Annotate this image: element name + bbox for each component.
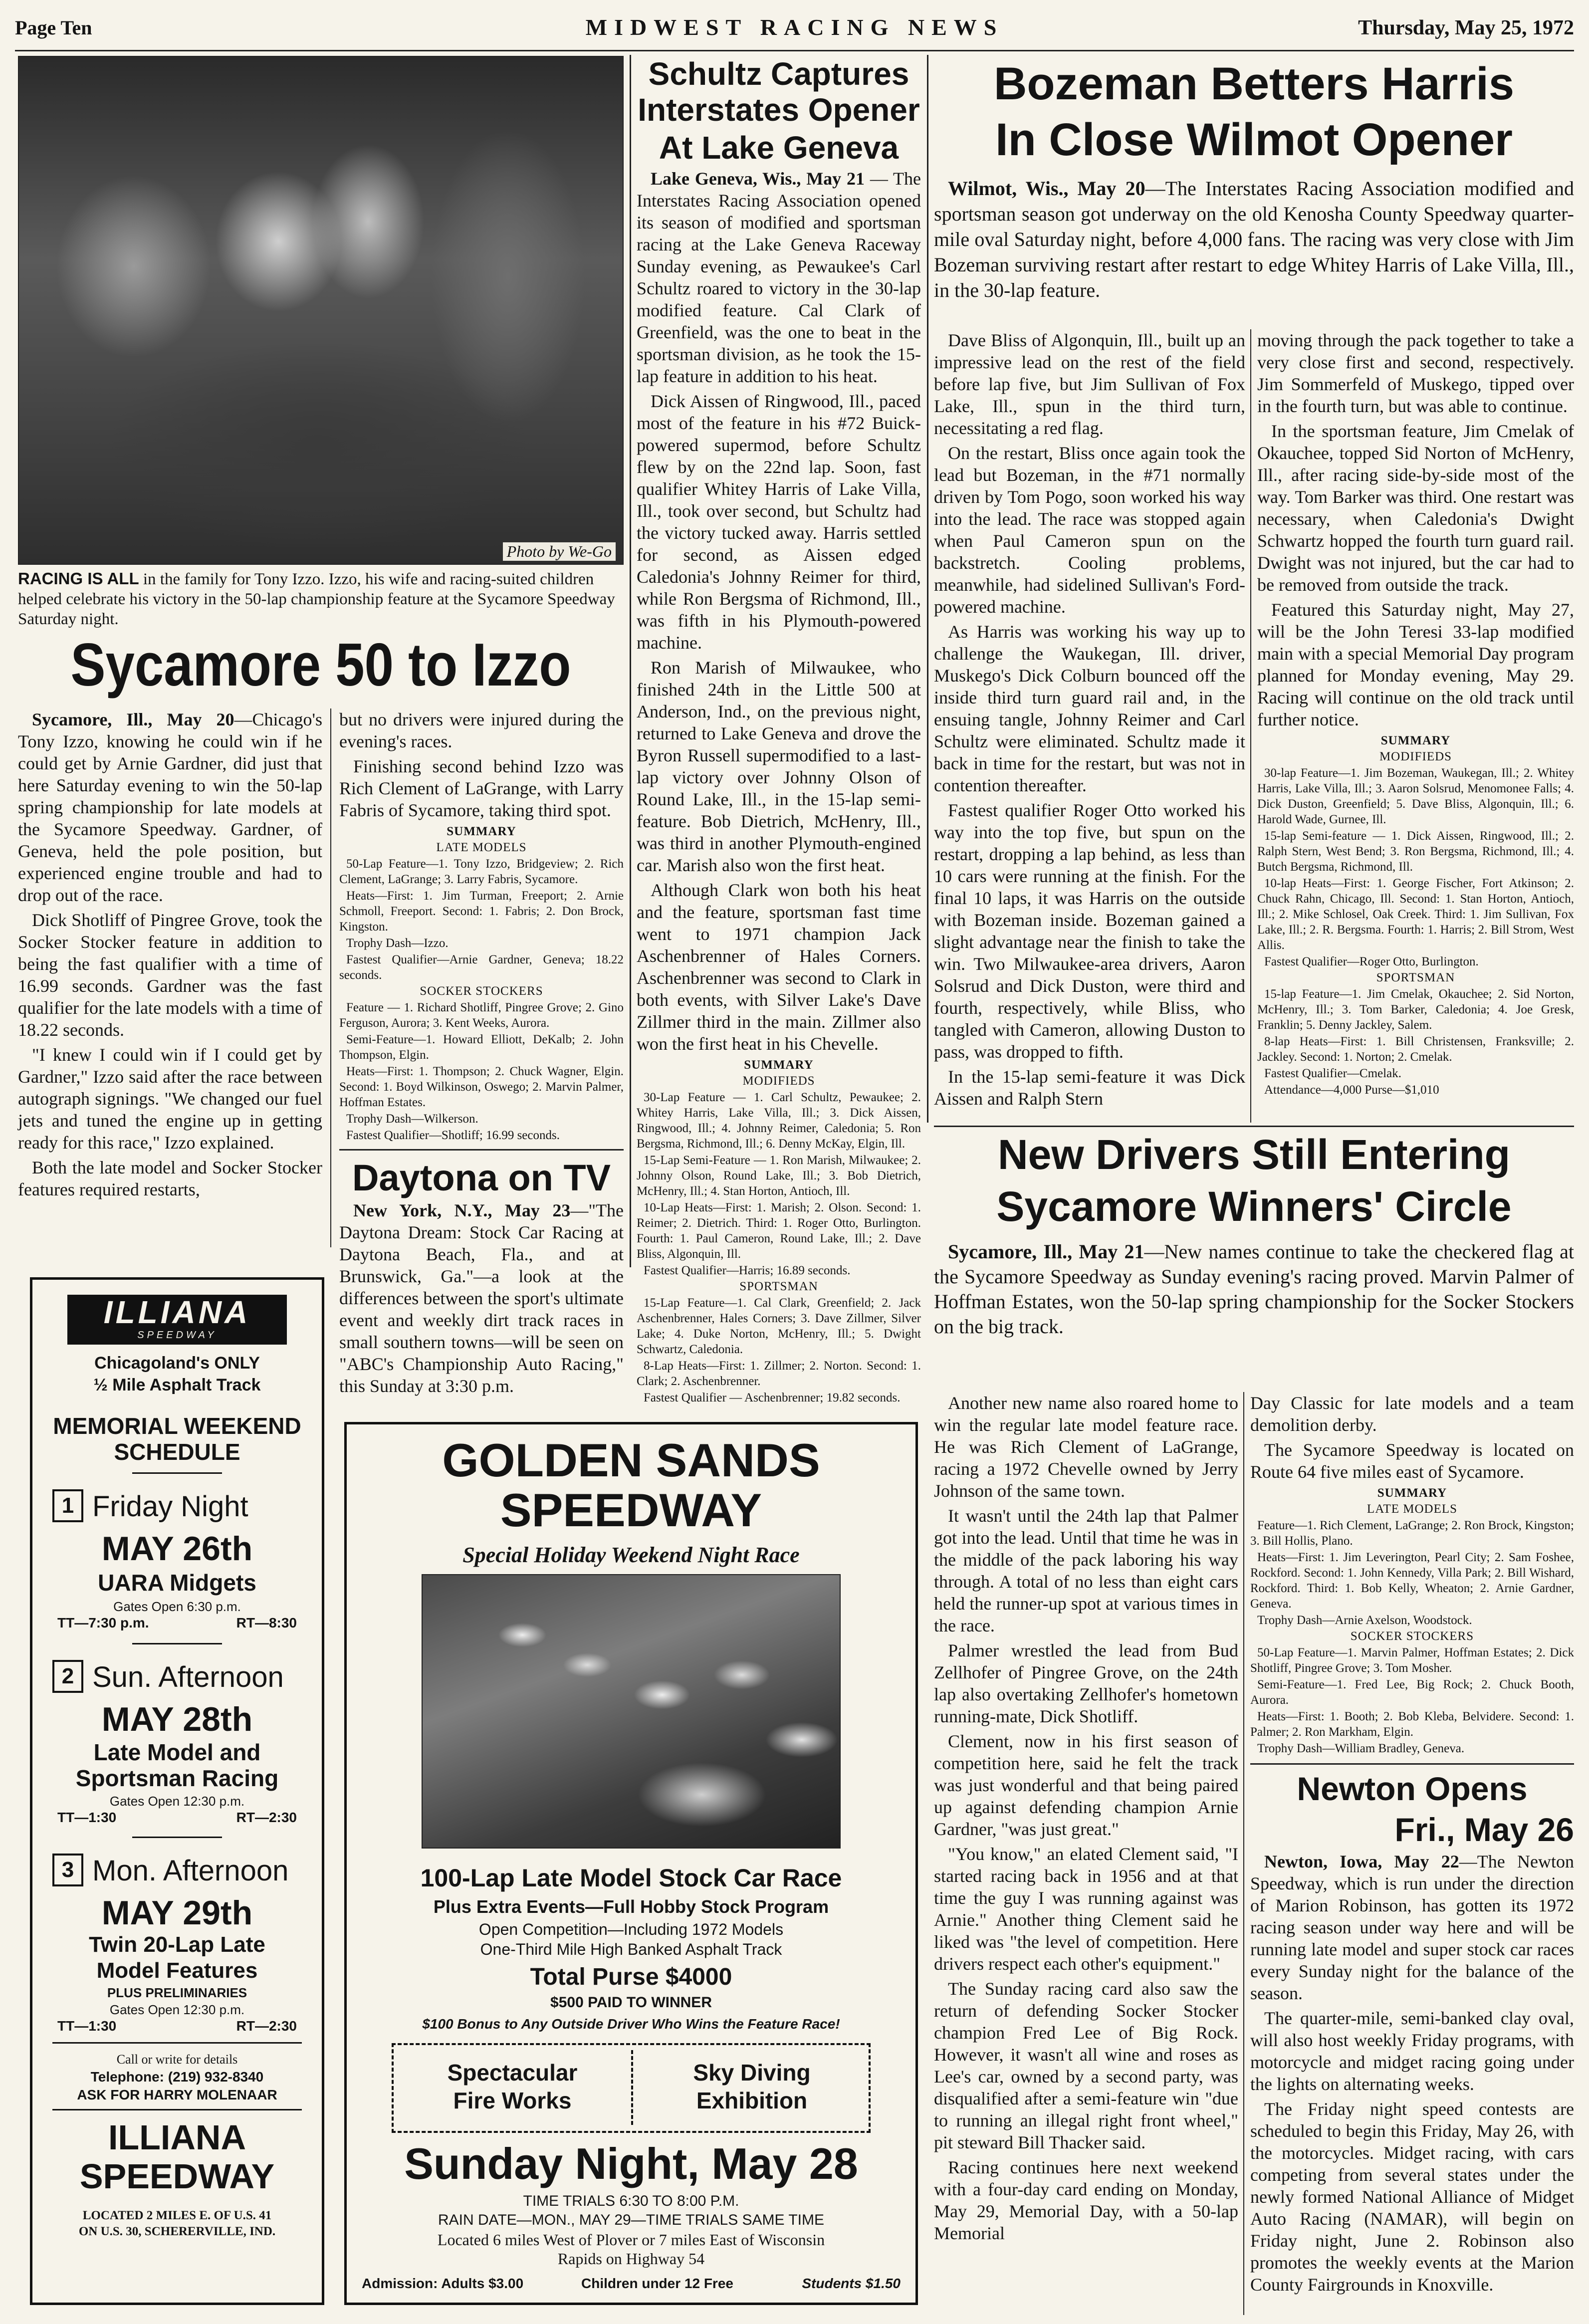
izzo-column-2 bbox=[339, 708, 624, 1400]
bozeman-column-2 bbox=[1257, 329, 1574, 1099]
bozeman-para: Wilmot, Wis., May 20—The Interstates Racing Association modified and sportsman season got underway on the old Kenosha County Speedway quarter-mile oval Saturday night, before 4,000 fans. The racing was very close with Jim Bozeman surviving restart after restart to edge Whitey Harris of Lake Villa, Ill., in the 30-lap feature. bbox=[934, 177, 1574, 301]
golden-title: SPEEDWAY bbox=[500, 1484, 762, 1536]
dateline: Sycamore, Ill., May 20 bbox=[32, 709, 234, 729]
newdrivers-para: It wasn't until the 24th lap that Palmer got into the lead. Until that time he was in the middle of the pack laboring his way through. A total of no less than eight cars held the runner-up spot at various times in the race. bbox=[934, 1506, 1238, 1635]
fireworks-label: Fire Works bbox=[453, 2088, 572, 2113]
summary-line: 50-Lap Feature—1. Tony Izzo, Bridgeview; 2. Rich Clement, LaGrange; 3. Larry Fabris, Sycamore. bbox=[339, 857, 624, 886]
golden-sands-ad bbox=[344, 1422, 918, 2305]
event-number-box: 2 bbox=[52, 1660, 83, 1693]
masthead bbox=[15, 11, 1574, 46]
newdrivers-para: The Sycamore Speedway is located on Route 64 five miles east of Sycamore. bbox=[1250, 1440, 1574, 1482]
golden-open: Open Competition—Including 1972 Models bbox=[478, 1920, 784, 1938]
golden-sunday: Sunday Night, May 28 bbox=[404, 2139, 858, 2188]
schultz-para: Ron Marish of Milwaukee, who finished 24th in the Little 500 at Anderson, Ind., on the previous night, returned to Lake Geneva and drove the Byron Russell supermodified to a last-lap victory over Johnny Olson of Round Lake, Ill., in the 15-lap semi-feature. Bob Dietrich, McHenry, Ill., was third in another Plymouth-engined car. Marish also won the first heat. bbox=[637, 658, 921, 875]
summary-line: Heats—First: 1. Booth; 2. Bob Kleba, Belvidere. Second: 1. Palmer; 2. Ron Markham, Elgin. bbox=[1250, 1710, 1574, 1739]
illiana-tag: Chicagoland's ONLY bbox=[94, 1354, 260, 1373]
illiana-contact: Call or write for details bbox=[116, 2052, 238, 2067]
event-gates: Gates Open 12:30 p.m. bbox=[109, 2002, 245, 2017]
story-divider bbox=[339, 1149, 624, 1151]
page-number: Page Ten bbox=[15, 16, 92, 39]
event-gates: Gates Open 12:30 p.m. bbox=[109, 1794, 245, 1809]
summary-title: SUMMARY bbox=[1380, 734, 1451, 747]
summary-subhead: LATE MODELS bbox=[436, 841, 527, 854]
bozeman-para: As Harris was working his way up to challenge the Waukegan, Ill. driver, Muskego's Dick Colburn bounced off the inside third turn guard rail and, in the ensuing tangle, Johnny Reimer and Carl Schultz were eliminated. Schultz made it back in time for the restart, but was not in contention thereafter. bbox=[934, 622, 1245, 795]
summary-line: Fastest Qualifier—Harris; 16.89 seconds. bbox=[644, 1264, 851, 1277]
golden-admission: Admission: Adults $3.00 bbox=[362, 2276, 524, 2291]
newdrivers-para: Racing continues here next weekend with a four-day card ending on Monday, May 29, Memorial Day, with a 50-lap Memorial bbox=[934, 2157, 1238, 2243]
summary-line: Semi-Feature—1. Howard Elliott, DeKalb; 2. John Thompson, Elgin. bbox=[339, 1033, 624, 1062]
summary-line: Trophy Dash—William Bradley, Geneva. bbox=[1257, 1742, 1465, 1755]
event-number-box: 1 bbox=[52, 1489, 83, 1522]
summary-line: Fastest Qualifier—Arnie Gardner, Geneva; 18.22 seconds. bbox=[339, 953, 624, 982]
skydiving-label: Sky Diving bbox=[693, 2060, 811, 2086]
event-date: MAY 29th bbox=[101, 1894, 253, 1932]
summary-line: 30-lap Feature—1. Jim Bozeman, Waukegan, Ill.; 2. Whitey Harris, Lake Villa, Ill.; 3. Aaron Solsrud, Menomonee Falls; 4. Dick Duston, Greenfield; 5. Dave Bliss, Algonquin, Ill.; 6. Harold Wade, Gurnee, Ill. bbox=[1257, 766, 1574, 826]
illiana-tag: ½ Mile Asphalt Track bbox=[93, 1376, 261, 1394]
newton-para: The Friday night speed contests are scheduled to begin this Friday, May 26, with the motorcycles. Midget racing, with cars competing from several states under the newly formed National Alliance of Midget Auto Racing (NAMAR), will begin on Friday night, June 2. Robinson also promotes the weekly events at the Marion County Fairgrounds in Knoxville. bbox=[1250, 2099, 1574, 2295]
event-extra: PLUS PRELIMINARIES bbox=[107, 1985, 247, 2000]
bozeman-headline-block bbox=[934, 56, 1574, 168]
bozeman-headline: In Close Wilmot Opener bbox=[995, 114, 1513, 165]
summary-line: 15-Lap Semi-Feature — 1. Ron Marish, Milwaukee; 2. Johnny Olson, Round Lake, Ill.; 3. Bob Dietrich, McHenry, Ill.; 4. Stan Horton, Antioch, Ill. bbox=[637, 1154, 921, 1198]
newton-headline: Fri., May 26 bbox=[1394, 1811, 1574, 1848]
summary-line: 15-lap Semi-feature — 1. Dick Aissen, Ringwood, Ill.; 2. Ralph Stern, West Bend; 3. Ron Bergsma, Richmond, Ill.; 4. Butch Bergsma, Richmond, Ill. bbox=[1257, 829, 1574, 874]
illiana-logo-sub: SPEEDWAY bbox=[137, 1330, 217, 1341]
summary-subhead: SOCKER STOCKERS bbox=[1350, 1629, 1474, 1643]
bozeman-para: Featured this Saturday night, May 27, will be the John Teresi 33-lap modified main with a special Memorial Day program planned for Monday evening, May 29. Racing will continue on the old track until further notice. bbox=[1257, 600, 1574, 729]
bozeman-para: moving through the pack together to take a very close first and second, respectively. Jim Sommerfeld of Muskego, tipped over in the fourth turn, but was able to continue. bbox=[1257, 330, 1574, 416]
race-photo bbox=[422, 1574, 841, 1849]
event-day: Mon. Afternoon bbox=[92, 1855, 289, 1887]
divider-dot bbox=[132, 1837, 222, 1838]
summary-title: SUMMARY bbox=[447, 825, 516, 838]
summary-line: Trophy Dash—Wilkerson. bbox=[346, 1112, 478, 1126]
newdrivers-column-2 bbox=[1250, 1392, 1574, 2299]
newdrivers-para: Sycamore, Ill., May 21—New names continue to take the checkered flag at the Sycamore Speedway as Sunday evening's racing proved. Marvin Palmer of Hoffman Estates, won the 50-lap spring championship for the Socker Stockers on the big track. bbox=[934, 1240, 1574, 1338]
izzo-para: but no drivers were injured during the evening's races. bbox=[339, 709, 624, 751]
issue-date: Thursday, May 25, 1972 bbox=[1358, 16, 1574, 39]
golden-winner: $500 PAID TO WINNER bbox=[550, 1994, 712, 2011]
caption-lead: RACING IS ALL bbox=[18, 569, 139, 588]
bozeman-para: On the restart, Bliss once again took the lead but Bozeman, in the #71 normally driven by Tom Pogo, soon worked his way into the lead. The race was stopped again when Paul Cameron spun on the backstretch. Cooling problems, meanwhile, had sidelined Sullivan's Ford-powered machine. bbox=[934, 443, 1245, 617]
golden-bonus: $100 Bonus to Any Outside Driver Who Wins the Feature Race! bbox=[422, 2016, 840, 2032]
story-divider bbox=[1250, 1763, 1574, 1765]
column-rule bbox=[1250, 329, 1251, 1123]
bozeman-para: Dave Bliss of Algonquin, Ill., built up an impressive lead on the rest of the field before lap five, but Jim Sullivan of Fox Lake, Ill., spun in the third turn, necessitating a red flag. bbox=[934, 330, 1245, 438]
divider-rule bbox=[52, 2109, 302, 2110]
event-date: MAY 26th bbox=[101, 1530, 253, 1568]
newdrivers-headline: New Drivers Still Entering bbox=[998, 1131, 1510, 1178]
summary-line: Trophy Dash—Izzo. bbox=[346, 936, 449, 950]
golden-title: GOLDEN SANDS bbox=[442, 1434, 820, 1486]
bozeman-para: In the sportsman feature, Jim Cmelak of Okauchee, topped Sid Norton of McHenry, Ill., after racing side-by-side most of the way. Tom Barker was third. One restart was necessary, when Caledonia's Dwight Schwartz hopped the fourth turn guard rail. Dwight was not injured, but the car had to be removed from outside the track. bbox=[1257, 421, 1574, 595]
daytona-para: New York, N.Y., May 23—"The Daytona Dream: Stock Car Racing at Daytona Beach, Fla., and at Brunswick, Ga."—a look at the differences between the sport's ultimate event and weekly dirt track races in small southern towns—will be seen on "ABC's Championship Auto Racing," this Sunday at 3:30 p.m. bbox=[339, 1200, 624, 1396]
summary-line: Semi-Feature—1. Fred Lee, Big Rock; 2. Chuck Booth, Aurora. bbox=[1250, 1678, 1574, 1707]
golden-plus: Plus Extra Events—Full Hobby Stock Program bbox=[433, 1896, 829, 1917]
illiana-contact: ASK FOR HARRY MOLENAAR bbox=[77, 2087, 277, 2102]
summary-line: Feature — 1. Richard Shotliff, Pingree Grove; 2. Gino Ferguson, Aurora; 3. Kent Weeks, Aurora. bbox=[339, 1001, 624, 1030]
daytona-headline: Daytona on TV bbox=[352, 1157, 611, 1198]
newton-para: The quarter-mile, semi-banked clay oval, will also host weekly Friday programs, with motorcycle and midget racing going under the lights on alternating weeks. bbox=[1250, 2008, 1574, 2094]
event-number-box: 3 bbox=[52, 1854, 83, 1886]
event-day: Friday Night bbox=[92, 1490, 248, 1523]
summary-line: Attendance—4,000 Purse—$1,010 bbox=[1264, 1083, 1439, 1097]
illiana-ad bbox=[30, 1277, 324, 2305]
event-type: Model Features bbox=[96, 1958, 258, 1983]
newdrivers-para: The Sunday racing card also saw the return of defending Socker Stocker champion Fred Lee of Big Rock. However, it wasn't all wine and roses as Lee's car, owned by a second party, was disqualified after a semi-feature win "due to running an illegal right front wheel," pit steward Bill Thacker said. bbox=[934, 1979, 1238, 2152]
illiana-location: LOCATED 2 MILES E. OF U.S. 41 bbox=[82, 2209, 272, 2222]
summary-subhead: LATE MODELS bbox=[1366, 1502, 1458, 1516]
event-type: Late Model and bbox=[93, 1739, 261, 1765]
photo-caption bbox=[18, 569, 624, 629]
divider-dot bbox=[132, 1643, 222, 1644]
schultz-headline: At Lake Geneva bbox=[659, 130, 899, 166]
newdrivers-para: "You know," an elated Clement said, "I started racing back in 1956 and at that time the guy I was running against was Arnie." Another thing Clement said he liked was "the level of competition. Here drivers respect each other's equipment." bbox=[934, 1844, 1238, 1974]
summary-line: 50-Lap Feature—1. Marvin Palmer, Hoffman Estates; 2. Dick Shotliff, Pingree Grove; 3. Tom Mosher. bbox=[1250, 1646, 1574, 1675]
izzo-headline: Sycamore 50 to Izzo bbox=[70, 631, 571, 698]
skydiving-label: Exhibition bbox=[696, 2088, 808, 2113]
summary-line: Heats—First: 1. Jim Turman, Freeport; 2. Arnie Schmoll, Freeport. Second: 1. Fabris; 2. Don Brock, Kingston. bbox=[339, 889, 624, 933]
illiana-logo bbox=[67, 1295, 287, 1345]
golden-subtitle: Special Holiday Weekend Night Race bbox=[462, 1543, 800, 1567]
newdrivers-para: Palmer wrestled the lead from Bud Zellhofer of Pingree Grove, on the 24th lap also overtaking Zellhofer's hometown running-mate, Dick Shotliff. bbox=[934, 1640, 1238, 1726]
summary-subhead: SOCKER STOCKERS bbox=[420, 984, 543, 998]
summary-line: 30-Lap Feature — 1. Carl Schultz, Pewaukee; 2. Whitey Harris, Lake Villa, Ill.; 3. Dick Aissen, Ringwood, Ill.; 4. Johnny Reimer, Caledonia; 5. Ron Bergsma, Richmond, Ill.; 6. Denny McKay, Elgin, Ill. bbox=[637, 1091, 921, 1151]
divider-rule bbox=[52, 2042, 302, 2044]
family-photo bbox=[18, 56, 624, 565]
golden-location: Located 6 miles West of Plover or 7 miles East of Wisconsin bbox=[437, 2231, 825, 2249]
newdrivers-lead bbox=[934, 1239, 1574, 1342]
summary-subhead: SPORTSMAN bbox=[739, 1280, 818, 1293]
golden-location: Rapids on Highway 54 bbox=[557, 2250, 705, 2268]
event-type: UARA Midgets bbox=[98, 1570, 256, 1596]
illiana-schedule-title: SCHEDULE bbox=[114, 1439, 240, 1465]
event-day: Sun. Afternoon bbox=[92, 1661, 284, 1693]
event-race-time: RT—2:30 bbox=[236, 1810, 297, 1825]
newdrivers-headline: Sycamore Winners' Circle bbox=[996, 1183, 1512, 1230]
column-rule bbox=[927, 55, 928, 1123]
event-time-trials: TT—7:30 p.m. bbox=[57, 1615, 149, 1630]
event-type: Sportsman Racing bbox=[75, 1765, 279, 1791]
golden-rain: RAIN DATE—MON., MAY 29—TIME TRIALS SAME TIME bbox=[438, 2212, 825, 2228]
story-divider bbox=[934, 1126, 1574, 1127]
fireworks-label: Spectacular bbox=[447, 2060, 578, 2086]
column-rule bbox=[1243, 1392, 1244, 2315]
summary-line: Fastest Qualifier—Shotliff; 16.99 seconds. bbox=[346, 1129, 560, 1142]
summary-line: 15-Lap Feature—1. Cal Clark, Greenfield; 2. Jack Aschenbrenner, Hales Corners; 3. Dave Zillmer, Silver Lake; 4. Duke Norton, McHenry, Ill.; 5. Dwight Schwartz, Caledonia. bbox=[637, 1296, 921, 1356]
photo-credit: Photo by We-Go bbox=[503, 542, 616, 561]
masthead-rule bbox=[15, 50, 1574, 51]
summary-subhead: SPORTSMAN bbox=[1376, 971, 1455, 984]
newton-headline: Newton Opens bbox=[1297, 1770, 1528, 1807]
event-type: Twin 20-Lap Late bbox=[89, 1932, 265, 1957]
summary-line: Fastest Qualifier—Roger Otto, Burlington. bbox=[1264, 955, 1479, 968]
golden-race: 100-Lap Late Model Stock Car Race bbox=[420, 1864, 842, 1892]
newton-para: Newton, Iowa, May 22—The Newton Speedway, which is run under the direction of Marion Robinson, has gotten its 1972 racing season under way here and will be running late model and super stock car races every Sunday night for the balance of the season. bbox=[1250, 1852, 1574, 2003]
schultz-headline: Interstates Opener bbox=[638, 92, 920, 128]
summary-line: 10-Lap Heats—First: 1. Marish; 2. Olson. Second: 1. Reimer; 2. Dietrich. Third: 1. Roger Otto, Burlington. Fourth: 1. Paul Cameron, Round Lake, Ill.; 2. Dave Bliss, Algonquin, Ill. bbox=[637, 1201, 921, 1261]
golden-purse: Total Purse $4000 bbox=[530, 1964, 732, 1990]
illiana-schedule-title: MEMORIAL WEEKEND bbox=[53, 1413, 301, 1439]
column-rule bbox=[330, 708, 331, 1247]
newdrivers-para: Clement, now in his first season of competition here, said he felt the track was just wonderful and that being paired up against defending champion Arnie Gardner, "was just great." bbox=[934, 1731, 1238, 1839]
summary-title: SUMMARY bbox=[1377, 1486, 1447, 1500]
summary-line: Fastest Qualifier—Cmelak. bbox=[1264, 1067, 1401, 1080]
schultz-para: Although Clark won both his heat and the feature, sportsman fast time went to 1971 champion Jack Aschenbrenner of Hales Corners. Aschenbrenner was second to Clark in both events, with Silver Lake's Dave Zillmer third in the main. Zillmer also won the first heat in his Chevelle. bbox=[637, 880, 921, 1054]
izzo-para: "I knew I could win if I could get by Gardner," Izzo said after the race between autograph signings. "We changed our fuel jets and tuned the engine up in getting ready for this race," Izzo explained. bbox=[18, 1045, 322, 1153]
summary-line: 8-Lap Heats—First: 1. Zillmer; 2. Norton. Second: 1. Clark; 2. Aschenbrenner. bbox=[637, 1359, 921, 1388]
summary-line: Fastest Qualifier — Aschenbrenner; 19.82 seconds. bbox=[644, 1391, 901, 1404]
paper-name: MIDWEST RACING NEWS bbox=[585, 14, 1004, 40]
summary-line: Trophy Dash—Arnie Axelson, Woodstock. bbox=[1257, 1614, 1472, 1627]
event-race-time: RT—8:30 bbox=[236, 1615, 297, 1630]
bozeman-para: In the 15-lap semi-feature it was Dick Aissen and Ralph Stern bbox=[934, 1067, 1245, 1109]
izzo-para: Both the late model and Socker Stocker features required restarts, bbox=[18, 1158, 322, 1199]
newdrivers-headline-block bbox=[934, 1129, 1574, 1232]
summary-line: Feature—1. Rich Clement, LaGrange; 2. Ron Brock, Kingston; 3. Bill Hollis, Plano. bbox=[1250, 1519, 1574, 1548]
event-date: MAY 28th bbox=[101, 1700, 253, 1738]
illiana-location: ON U.S. 30, SCHERERVILLE, IND. bbox=[78, 2225, 276, 2238]
event-gates: Gates Open 6:30 p.m. bbox=[113, 1599, 241, 1614]
bozeman-column-1 bbox=[934, 329, 1245, 1113]
summary-line: 15-lap Feature—1. Jim Cmelak, Okauchee; 2. Sid Norton, McHenry, Ill.; 3. Tom Barker, Caledonia; 4. Joe Gresk, Franklin; 5. Denny Jackley, Salem. bbox=[1257, 987, 1574, 1032]
izzo-para: Sycamore, Ill., May 20—Chicago's Tony Izzo, knowing he could win if he could get by Arnie Gardner, did just that here Saturday evening to win the 50-lap spring championship for late models at the Sycamore Speedway. Gardner, of Geneva, held the pole position, but experienced engine trouble and had to drop out of the race. bbox=[18, 709, 322, 905]
bozeman-lead bbox=[934, 176, 1574, 306]
event-time-trials: TT—1:30 bbox=[57, 1810, 117, 1825]
newdrivers-column-1 bbox=[934, 1392, 1238, 2247]
golden-students: Students $1.50 bbox=[802, 2276, 901, 2291]
event-race-time: RT—2:30 bbox=[236, 2018, 297, 2034]
illiana-name: SPEEDWAY bbox=[79, 2157, 275, 2196]
summary-line: 10-lap Heats—First: 1. George Fischer, Fort Atkinson; 2. Chuck Rahn, Chicago, Ill. Second: 1. Stan Horton, Antioch, Ill.; 2. Mike Schlosel, Oak Creek. Third: 1. Jim Sullivan, Fox Lake, Ill.; 2. R. Bergsma. Fourth: 1. Harris; 2. Bill Strom, West Allis. bbox=[1257, 877, 1574, 952]
caption-text: in the family for Tony Izzo. Izzo, his wife and racing-suited children helped celebrate his victory in the 50-lap championship feature at the Sycamore Speedway Saturday night. bbox=[18, 570, 615, 628]
golden-trials: TIME TRIALS 6:30 TO 8:00 P.M. bbox=[523, 2193, 739, 2209]
izzo-para: Finishing second behind Izzo was Rich Clement of LaGrange, with Larry Fabris of Sycamore, taking third spot. bbox=[339, 756, 624, 820]
schultz-para: Lake Geneva, Wis., May 21 — The Interstates Racing Association opened its season of modified and sportsman racing at the Lake Geneva Raceway Sunday evening, as Pewaukee's Carl Schultz roared to victory in the 30-lap modified feature. Cal Clark of Greenfield, was the one to beat in the sportsman division, as he took the 15-lap feature in addition to his heat. bbox=[637, 169, 921, 386]
bozeman-para: Fastest qualifier Roger Otto worked his way into the top five, but spun on the restart, dropping a lap behind, as less than 10 cars were running at the finish. For the final 10 laps, it was Harris on the outside with Bozeman inside. Bozeman gained a slight advantage near the finish to take the win. Two Milwaukee-area drivers, Aaron Solsrud and Dick Duston, were third and fourth, respectively, while Bliss, who tangled with Cameron, allowing Duston to pass, was dropped to fifth. bbox=[934, 800, 1245, 1062]
event-time-trials: TT—1:30 bbox=[57, 2018, 117, 2034]
newdrivers-para: Another new name also roared home to win the regular late model feature race. He was Rich Clement of LaGrange, racing a 1972 Chevelle owned by Jerry Johnson of the same town. bbox=[934, 1393, 1238, 1501]
illiana-logo-text: ILLIANA bbox=[103, 1294, 251, 1330]
illiana-name: ILLIANA bbox=[108, 2118, 246, 2157]
golden-children: Children under 12 Free bbox=[581, 2276, 733, 2291]
summary-subhead: MODIFIEDS bbox=[742, 1074, 815, 1088]
izzo-para: Dick Shotliff of Pingree Grove, took the Socker Stocker feature in addition to being the fast qualifier with a time of 16.99 seconds. Gardner was the fast qualifier for the late models with a time of 18.22 seconds. bbox=[18, 910, 322, 1040]
newdrivers-para: Day Classic for late models and a team demolition derby. bbox=[1250, 1393, 1574, 1435]
schultz-para: Dick Aissen of Ringwood, Ill., paced most of the feature in his #72 Buick-powered supermod, before Schultz flew by on the 22nd lap. Soon, fast qualifier Whitey Harris of Lake Villa, Ill., took over second, but Schultz had the victory tucked away. Harris settled for second, as Aissen edged Caledonia's Johnny Reimer for third, while Ron Bergsma of Richmond, Ill., was fifth in his Plymouth-powered machine. bbox=[637, 391, 921, 653]
schultz-story bbox=[637, 56, 921, 1406]
illiana-phone: Telephone: (219) 932-8340 bbox=[90, 2069, 264, 2085]
izzo-column-1 bbox=[18, 708, 322, 1203]
summary-line: Heats—First: 1. Thompson; 2. Chuck Wagner, Elgin. Second: 1. Boyd Wilkinson, Oswego; 2. Marvin Palmer, Hoffman Estates. bbox=[339, 1065, 624, 1109]
column-rule bbox=[630, 55, 631, 1267]
bozeman-headline: Bozeman Betters Harris bbox=[993, 58, 1515, 109]
schultz-headline: Schultz Captures bbox=[648, 56, 909, 92]
divider-dot bbox=[132, 1472, 222, 1474]
summary-line: Heats—First: 1. Jim Leverington, Pearl City; 2. Sam Foshee, Rockford. Second: 1. John Kennedy, Villa Park; 2. Bill Wishard, Rockford. Third: 1. Bob Kelly, Wheaton; 2. Arnie Gardner, Geneva. bbox=[1250, 1551, 1574, 1611]
summary-title: SUMMARY bbox=[744, 1058, 814, 1072]
events-box bbox=[392, 2043, 871, 2133]
summary-line: 8-lap Heats—First: 1. Bill Christensen, Franksville; 2. Jackley. Second: 1. Norton; 2. Cmelak. bbox=[1257, 1035, 1574, 1064]
golden-open: One-Third Mile High Banked Asphalt Track bbox=[480, 1940, 782, 1958]
summary-subhead: MODIFIEDS bbox=[1379, 750, 1452, 763]
